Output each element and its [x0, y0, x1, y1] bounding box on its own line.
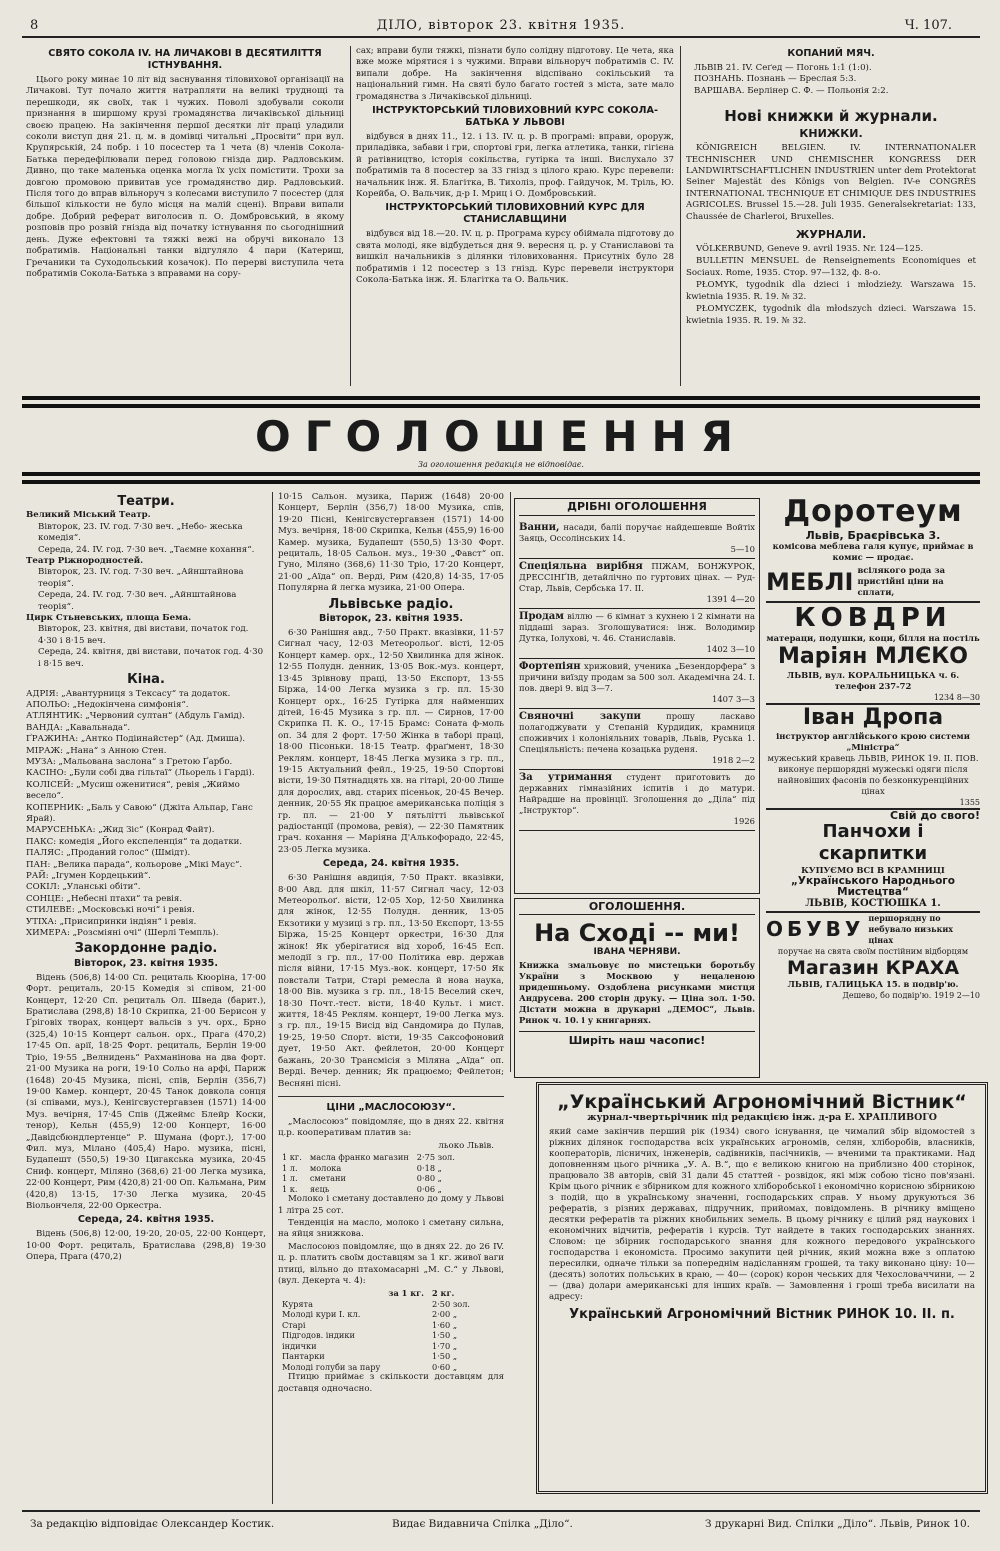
poultry-cell: Молоді голуби за пару [282, 1361, 381, 1372]
page-footer [22, 1510, 980, 1530]
ad-number: 1234 8—30 [933, 693, 980, 702]
poultry-cell: 0·60 „ [432, 1361, 458, 1372]
mlieko-address: ЛЬВІВ, вул. КОРАЛЬНИЦЬКА ч. 6. телефон 237-72 [786, 670, 960, 691]
prices-table [278, 1152, 459, 1194]
theatre-show: Середа, 24. квітня, дві вистави, початок год. 4·30 і 8·15 веч. [38, 647, 264, 669]
column-divider [272, 492, 273, 1504]
price-cell: 0·80 „ [416, 1173, 442, 1184]
football-result: ПОЗНАНЬ. Познань — Бреслая 5:3. [694, 74, 857, 85]
ad-number: Дешево, бо подвір'ю. 1919 2—10 [842, 991, 980, 1000]
poultry-cell: 1·60 „ [432, 1319, 458, 1330]
agro-subtitle: журнал-чвертьрічник під редакцією інж. д-ра Е. ХРАПЛИВОГО [587, 1112, 937, 1123]
cinema-listing: ПАКС: комедія „Його експеленція“ та додатки. [26, 836, 243, 847]
blankets-text: матераци, подушки, коци, білля на постіль [766, 633, 980, 643]
header-rule [22, 36, 980, 38]
small-ad [519, 559, 755, 609]
masthead-line [22, 18, 980, 33]
stockings-text: КУПУЄМО ВСІ В КРАМНИЦІ [801, 865, 945, 875]
banner-top-rules [22, 396, 980, 412]
price-row [278, 1163, 459, 1174]
sokol-body: Цього року минає 10 літ від заснування тіловихової організації на Личакові. Тут почало життя натрапляти на великі труднощі та перешкоди, як своїх, так і чужих. Поволі здобували соколи признання в ширшому крузі громадянства личаківської дільниці своєю працею. На закінчення першої десятки літ праці уладили соколи виступ дня 21. ц. м. в домівці читальні „Просвіти“ при вул. Крупярській, 24 побр. і 10 посестер та 1 чета (8) членів Сокола-Батька передефілювали перед головою гнізда дир. Радловським. Дивно, що таке маленька оценка могла їх усіх помістити. Трохи за довгою промовою привитав усе громадянство дир. Радловський. Після того до вправ вільноруч з колесами виступило 7 посестер (для більшої кількости не було місця на малій сцені). Вправи випали добре. Добрий реферат виголосив п. О. Домбровський, в якому розповів про розвій гнізда від початку істнування по сьогоднішний день. Дуже ефектовні та тяжкі вежі на обручі виконало 13 побратимів. Національні танки відгуляло 4 пари (Катериш, Гречаники та Суходольський козачок). По перерві виступила чета побратимів Сокола-Батька з вправами на сору- [26, 75, 344, 279]
prices-note: Птицю приймає з скількости доставцям для доставця одночасно. [278, 1372, 504, 1394]
price-cell: 0·18 „ [416, 1162, 442, 1173]
ad-number: 1355 [959, 798, 980, 807]
book-ad-author: ІВАНА ЧЕРНЯВИ. [593, 947, 681, 957]
dropa-title: інструктор англійського крою системи „Міністра“ [776, 731, 970, 752]
theatre-name: Великий Міський Театр. [26, 510, 151, 521]
price-cell: 1 л. [282, 1162, 298, 1173]
ads-banner-title: ОГОЛОШЕННЯ [255, 412, 747, 461]
foreign-radio-day: Вівторок, 23. квітня 1935. [73, 957, 219, 969]
poultry-cell: 1·50 „ [432, 1351, 458, 1362]
small-ad [519, 709, 755, 770]
furniture-word: МЕБЛІ [766, 567, 854, 596]
football-title: КОПАНИЙ МЯЧ. [787, 48, 875, 59]
small-ad-heading: Ванни, [519, 522, 560, 533]
theatre-show: Вівторок, 23. IV. год. 7·30 веч. „Небо- жеська комедія“. [38, 521, 243, 544]
small-ad-number: 1926 [733, 816, 755, 826]
agro-journal-ad [536, 1082, 988, 1494]
football-result: ЛЬВІВ 21. IV. Сеґед — Погонь 1:1 (1:0). [694, 63, 872, 73]
krach-address: ЛЬВІВ, ГАЛИЦЬКА 15. в подвір'ю. [787, 979, 959, 989]
shoes-text: першорядну по небувало низьких цінах [868, 913, 954, 945]
page-header [22, 14, 980, 38]
journal-entry: PŁOMYCZEK, tygodnik dla młodszych dzieci. Warszawa 15. kwietnia 1935. R. 19. № 32. [686, 304, 976, 326]
course1-title: ІНСТРУКТОРСЬКИЙ ТІЛОВИХОВНИЙ КУРС СОКОЛА-БАТЬКА У ЛЬВОВІ [372, 105, 658, 129]
theatres-title: Театри. [117, 494, 175, 509]
price-cell: яєць [309, 1183, 330, 1194]
theatre-show: Вівторок, 23. квітня, дві вистави, початок год. 4·30 і 8·15 веч. [38, 624, 249, 646]
own-to-own-slogan: Свій до свого! [766, 808, 980, 821]
theatre-show: Вівторок, 23. IV. год. 7·30 веч. „Айнштайнова теорія“. [38, 567, 244, 589]
foreign-radio-program: Відень (506,8) 14·00 Сп. рециталь Кюоріна, 17·00 Форт. рециталь, 20·15 Комедія зі співом, 21·00 Концерт, 12·20 Сп. рециталь Ол. Шведа (барит.), Братислава (298,8) 18·10 Скрипка, 21·00 Берисон у Ґріговіх творах, концерт вальсів з уч. орх., Брно (325,4) 10·15 Концерт сальон. орх., Прага (470,2) 17·45 Оп. арії, 18·25 Форт. рециталь, Берлін 19·00 Тріо, 19·55 „Велнидень“ Рахманінова на два форт. 21·00 Музика на роги, 19·10 Сольо на арфі, Париж (1648) 20·45 Музика, пісні, спів, Берлін (356,7) 19·00 Камер. концерт, 20·45 Танок довкола сонця (зі співами, муз.), Кенігсвустергавзен (1571) 14·00 Муз. вечірня, 17·45 Спів (Джеймс Блейр Коски, тенор), Кельн (455,9) 12·00 Концерт, 16·00 „Давідсбюндлертенце“ Р. Шумана (форт.), 17·00 Фил. муз, Мілано (405,4) Наро. музика, пісні, Будапешт (550,5) 19·30 Цигакська музика, 20·45 Сниф. концерт, Міляно (368,6) 21·00 Легка музика, 22·00 Концерт, Рим (420,8) 21·00 Оп. Кальмана, Рим (420,8) 13·15, 17·30 Легка музика, 20·45 Віольончеля, 22·00 Оркестра. [26, 972, 266, 1211]
lviv-radio-program: 6·30 Ранішня авд., 7·50 Практ. вказівки, 11·57 Сигнал часу, 12·03 Метеорольоґ. вісті, 12·05 Концерт камер. орх., 12·50 Хвилинка для жінок. 12·55 Полудн. денник, 13·05 Вок.-муз. концерт, 13·45 Зрівнову праці, 13·50 Експорт, 13·55 Біржа, 14·00 Легка музика з гр. пл. 15·30 Концерт орх., 16·25 Гутірка для найменших дітей, 16·45 Музика з гр. пл. — Сирнов, 17·00 Скрипка П. К. О., 17·15 Брамс: Соната ф-моль оп. 34 для 2 форт. 17·50 Жінка в таборі праці, 18·00 Пісоньки. 18·15 Театр. фраґмент, 18·30 Реклям. концерт, 18·45 Легка музика з гр. пл., 19·15 Актуальний фейл., 19·25, 19·50 Спортові вісти, 19·30 Пятнадцять хв. на гітарі, 20·00 Лише для дорослих, авд. старих пісеньок, 20·45 Вечер. денник, 20·55 Як працює американська поліція з гр. пл. — 21·00 У пятьлітті львівської радіостанції (промова, ревія), — 22·30 Памятник грач. кохання — Маріяна Д'Алькофорадо, 22·45, 23·05 Легка музика. [278, 628, 504, 855]
prices-note: Тенденція на масло, молоко і сметану сильна, на яйця знижкова. [278, 1217, 504, 1240]
poultry-cell: Підгодов. індики [282, 1330, 355, 1341]
stockings-address: ЛЬВІВ, КОСТЮШКА 1. [805, 898, 941, 909]
poultry-cell [384, 1309, 428, 1320]
section-ads-title: ОГОЛОШЕННЯ. [519, 901, 755, 915]
sokol-article [26, 46, 344, 386]
cinema-listing: АДРІЯ: „Авантурниця з Тексасу“ та додаток. [26, 688, 231, 699]
ads-banner-subtitle: За оголошення редакція не відповідає. [418, 460, 584, 469]
prices-note: Молоко і сметану доставлено до дому у Львові 1 літра 25 сот. [278, 1194, 504, 1216]
poultry-row [278, 1309, 474, 1320]
dorotheum-text: комісова меблева галя купує, приймає в комис — продає. [772, 541, 974, 562]
small-ad-text: віллю — 6 кімнат з кухнею і 2 кімнати на піддаші зараз. Зголошуватися: інж. Володимир Дутка, Іолухові, ч. 46. Станиславів. [519, 611, 755, 643]
course2-body: відбувся від 18.—20. IV. ц. р. Програма курсу обіймала підготову до свята молоді, яке відбудеться дня 9. вересня ц. р. у Станиславові та вишкіл начальників з ділянки тіловиховання. Присутніх було 28 побратимів і 12 посестер з 13 гнізд. Курс перевели інструктори Сокола-Батька інж. Я. Благітка та О. Вальчик. [356, 229, 674, 286]
small-ad-heading: Фортепіян [519, 661, 581, 672]
cinema-listing: МАРУСЕНЬКА: „Жид Зіс“ (Конрад Файт). [26, 825, 215, 836]
book-ad-title: На Сході -- ми! [534, 919, 740, 947]
poultry-cell: 2·00 „ [432, 1309, 458, 1320]
radio-column [278, 492, 504, 1504]
poultry-cell [384, 1299, 428, 1310]
footer-rule [22, 1510, 980, 1512]
display-ads-column [766, 494, 980, 1078]
sokol-title: СВЯТО СОКОЛА IV. НА ЛИЧАКОВІ В ДЕСЯТИЛІТТЯ ІСТНУВАННЯ. [48, 48, 322, 71]
small-ad-number: 1402 3—10 [706, 644, 755, 654]
football-result: ВАРШАВА. Берлінер С. Ф. — Польонія 2:2. [694, 85, 889, 96]
dropa-name: Іван Дропа [766, 703, 980, 731]
cinema-listing: СТИЛЕВЕ: „Московські ночі“ і ревія. [26, 905, 195, 916]
stockings-title: Панчохи і скарпитки [818, 821, 928, 864]
theatre-show: Середа, 24. IV. год. 7·30 веч. „Таємне кохання“. [38, 544, 255, 555]
journal-entry: BULLETIN MENSUEL de Renseignements Economiques et Sociaux. Rome, 1935. Стор. 97—132, ф. 8-о. [686, 256, 976, 278]
football-books-column [686, 46, 976, 386]
poultry-header-cell [278, 1288, 384, 1299]
price-cell: сметани [309, 1173, 346, 1184]
poultry-cell [384, 1320, 428, 1331]
poultry-header-cell: 2 кг. [432, 1288, 455, 1299]
poultry-cell [384, 1341, 428, 1352]
poultry-row [278, 1330, 474, 1341]
small-ads-box [514, 498, 760, 894]
prices-column-label: льокo Львів. [438, 1140, 494, 1151]
small-ad [519, 659, 755, 709]
small-ad-number: 1407 3—3 [711, 694, 755, 704]
small-ad-heading: Спеціяльна вирібня [519, 561, 643, 572]
journal-entry: VÖLKERBUND, Geneve 9. avril 1935. Nr. 124—125. [696, 244, 924, 255]
books-title: Нові книжки й журнали. [724, 107, 938, 126]
stockings-store: „Українського Народнього Мистецтва“ [790, 875, 956, 898]
cinema-listing: КОПЕРНИК: „Баль у Савою“ (Джіта Альпар, Ганс Ярай). [26, 802, 253, 824]
small-ads-list [519, 520, 755, 831]
banner-bottom-rules [22, 472, 980, 488]
poultry-row [278, 1351, 474, 1362]
foreign-radio-continued: 10·15 Сальон. музика, Париж (1648) 20·00 Концерт, Берлін (356,7) 18·00 Музика, спів, 19·20 Пісні, Кенігсвустергавзен (1571) 14·00 Муз. вечірня, 18·00 Скрипка, Кельн (455,9) 16·00 Камер. музика, Будапешт (550,5) 13·30 Форт. рециталь, 18·05 Сальон. муз., 19·30 „Фавст“ оп. Гуно, Міляно (368,6) 11·30 Тріо, 17·20 Концерт, 21·00 „Аїда“ оп. Верді, Рим (420,8) 14·35, 17·05 Популярна й легка музика, 21·00 Опера. [278, 492, 504, 594]
course1-body: відбувся в днях 11., 12. і 13. IV. ц. р. В програмі: вправи, ороруж, приладівка, забави і гри, спортові гри, легка атлетика, танки, гігієна й ратівництво, історія сокільства, гутірка та інші. Вислухало 37 побратимів та 8 посестер за 33 гнізд з цілого краю. Курс перевели: начальник інж. Я. Благітка, В. Тихоліз, проф. Гайдучок, М. Тріль, Ю. Корейба, О. Вальчик, д-р І. Мриц і О. Домбровський. [356, 132, 674, 200]
prices-note: Маслосоюз повідомляє, що в днях 22. до 26 IV. ц. р. платить своїм доставцям за 1 кг. живої ваги птиці, вільно до птахомасарні „М. С.“ у Львові, (вул. Декерта ч. 4): [278, 1241, 504, 1286]
courses-intro: сах; вправи були тяжкі, пізнати було солідну підготову. Це чета, яка вже може мірятися і з чужими. Вправи вільноруч побратимів С. IV. випали добре. На закінчення відспівано сокільський та національний гимн. На святі було багато гостей з міста, зате мало громадянства з Личаківської дільниці. [356, 46, 674, 102]
publisher-note: Видає Видавнича Спілка „Діло“. [392, 1518, 573, 1530]
poultry-row [278, 1341, 474, 1352]
cinema-listing: МУЗА: „Мальована заслона“ з Гретою Ґарбо. [26, 756, 233, 767]
foreign-radio-program: Відень (506,8) 12·00, 19·20, 20·05, 22·00 Концерт, 10·00 Форт. рециталь, Братислава (298,8) 19·30 Опера, Прага (470,2) [26, 1229, 266, 1263]
paper-name: ДІЛО, [376, 18, 424, 33]
theatre-name: Театр Ріжнородностей. [26, 556, 144, 567]
cinema-listing: АПОЛЬО: „Недокінчена симфонія“. [26, 699, 189, 710]
agro-body: який саме закінчив перший рік (1934) свого існування, це чималий збір відомостей з ріжних ділянок господарства всіх українських агрономів, селян, хліборобів, власників, кооператорів, лісничих, інженерів, садівників, пасічників, — вченими та практиками. Над доповненням цього річника „У. А. В.“, що є великою книгою на приблизно 400 сторінок, працювало 38 авторів, свій 31 дали 45 статтей - розвідок, які між собою тісно пов'язані. Крім цього річник є збірником для кожного хліборобської і економічно корисною збірникою з подій, що в українському значенні, господарських справ. У ньому друкуються 36 рефератів, з різних державах, підручник, прийомах, повідомлень. В річнику вміщено десятки рефератів та ріжних кнобильних земель. В цьому річнику є цілий ряд наукових і економічних відчитів, рефератів і курсів. Тут найдете в таких господарських знаннях. Словом: це збірник господарського знання для кожного передового українського господарства і економіста. Просимо закупити цей річник, який можна вже з оплатою пересилки, одначе тільки за попереднім надісланням грошей, та таку виконано ціну: 10— (десять) золотих польських в краю, — 40— (сорок) корон чеських для Чехословаччини, — 2— (два) долари американські для інших країв. — Замовлення і гроші треба висилати на адресу: [549, 1127, 975, 1302]
cinema-listing: СОКІЛ: „Уланські обіти“. [26, 882, 141, 893]
small-ad-text: прошу ласкаво полагоджувати у Степаній Курдидик, крамниця споживчих і колоніяльних товарів, Львів, Руська 1. Спеціяльність: печена козацька руденя. [519, 711, 755, 754]
prices-section [278, 1096, 504, 1395]
price-cell: 0·06 „ [416, 1183, 442, 1194]
entertainment-column [26, 492, 266, 1504]
journals-title: ЖУРНАЛИ. [795, 228, 867, 242]
poultry-cell [384, 1351, 428, 1362]
price-cell: 2·75 зол. [416, 1152, 455, 1163]
dorotheum-address: Львів, Браєрівська 3. [805, 529, 941, 542]
small-ads-title: ДРІБНІ ОГОЛОШЕННЯ [519, 501, 755, 516]
small-ad-text: студент приготовить до державних гімназійних іспитів і до матури. Найрадше на провінції. Зголошення до „Діла“ під „Інструктор“. [519, 772, 755, 815]
poultry-cell: Старі [282, 1319, 306, 1330]
cinema-listing: ВАНДА: „Кавальнада“. [26, 722, 131, 733]
price-row [278, 1173, 459, 1184]
agro-footer: Український Агрономічний Вістник РИНОК 10. II. п. [569, 1307, 955, 1322]
small-ad-number: 1391 4—20 [706, 594, 755, 604]
cinema-listing: ПАЛЯС: „Проданий голос“ (Шмідт). [26, 848, 191, 859]
mlieko-name: Маріян МЛЄКО [777, 644, 968, 669]
small-ad-heading: За утримання [519, 772, 613, 783]
small-ad-number: 1918 2—2 [711, 755, 755, 765]
journal-entry: PŁOMYK, tygodnik dla dzieci i młodzieży. Warszawa 15. kwietnia 1935. R. 19. № 32. [686, 280, 976, 302]
price-cell: масла франко магазин [309, 1152, 409, 1163]
small-ad [519, 770, 755, 831]
issue-date: вівторок 23. квітня 1935. [428, 18, 626, 33]
small-ad-heading: Свяночні закупи [519, 711, 641, 722]
poultry-cell [384, 1330, 428, 1341]
cinemas-list [26, 689, 266, 940]
poultry-header-row [278, 1288, 474, 1299]
price-row [278, 1184, 459, 1195]
poultry-table [278, 1288, 474, 1372]
shoes-word: ОБУВУ [766, 917, 865, 941]
foreign-radio-title: Закордонне радіо. [74, 941, 218, 957]
course2-title: ІНСТРУКТОРСЬКИЙ ТІЛОВИХОВНИЙ КУРС ДЛЯ СТАНИСЛАВЩИНИ [385, 202, 645, 226]
column-divider [350, 46, 351, 386]
price-cell: 1 кг. [282, 1152, 302, 1163]
cinema-listing: ҐРАЖИНА: „Антко Подіинайстер“ (Ад. Дмиша). [26, 734, 246, 745]
theatres-list [26, 510, 266, 670]
krach-store-name: Магазин КРАХА [786, 957, 960, 979]
cinema-listing: ХИМЕРА: „Розсміяні очі“ (Шерлі Темпль). [26, 928, 219, 939]
lviv-radio-title: Львівське радіо. [328, 596, 454, 612]
dorotheum-name: Доротеум [783, 494, 963, 529]
cinemas-title: Кіна. [127, 672, 165, 688]
small-ad-text: хрижовий, ученика „Безендорфера“ з причини виїзду продам за 500 зол. Академічна 24. І. пов. двері 9. від 3—7. [519, 661, 755, 693]
editor-note: За редакцію відповідає Олександер Костик. [30, 1518, 275, 1530]
cinema-listing: МІРАЖ: „Нана“ з Анною Стен. [26, 745, 167, 756]
cinema-listing: СОНЦЕ: „Небесні птахи“ та ревія. [26, 893, 183, 904]
shoes-subtext: поручає на свята своїм постійним відборцям [777, 947, 969, 956]
price-cell: молока [309, 1162, 342, 1173]
printer-note: З друкарні Вид. Спілки „Діло“. Львів, Ринок 10. [705, 1518, 970, 1530]
cinema-listing: КОЛІСЕЙ: „Мусиш оженитися“, ревія „Жиймо весело“. [26, 779, 240, 802]
poultry-cell: 1·50 „ [432, 1330, 458, 1341]
column-divider [680, 46, 681, 386]
poultry-cell [384, 1362, 428, 1373]
column-divider [510, 492, 511, 1072]
small-ad-heading: Продам [519, 611, 564, 622]
lviv-radio-program: 6·30 Ранішня авдиція, 7·50 Практ. вказівки, 8·00 Авд. для шкіл, 11·57 Сигнал часу, 12·03 Метеорольоґ. вісти, 12·05 Хор, 12·50 Хвилинка для жінок, 12·55 Полудн. денник, 13·05 Екзотики у музиці з гр. пл., 13·50 Експорт, 13·55 Біржа, 15·25 Концерт оркестри, 16·30 Для жінок! Як уберігатися від хороб, 16·45 Есп. мелодії з гр. пл., 17·00 Політика евр. держав після війни, 17·15 Муз.-вок. концерт, 17·50 Як повстали Татри, Старі ремесла й нова наука, 18·00 Вів. музика з гр. пл., 18·15 Веселий скеч, 18·30 Почт.-тест. вісти, 18·40 Культ. і мист. життя, 18·45 Реклям. концерт, 19·00 Легка муз. з гр. пл., 19·15 Висід від Сандомира до Пулав, 19·25, 19·50 Спорт. вісти, 19·35 Саксофоновий дует, 19·50 Акт. фейлетон, 20·00 Концерт бажань, 20·30 Трансмісія з Міляна „Аїда“ оп. Верді. Вечер. денник; Як працюємо; Фейлетон; Весняні пісні. [278, 873, 504, 1089]
book-ad-body: Книжка змальовує по мистецьки боротьбу України з Москвою у нецаленою придешньому. Оздоблена рисунками мистця Андрусева. 200 сторін друку. — Ціна зол. 1·50. Дістати можна в друкарні „ДЕМОС“, Львів. Ринок ч. 10. і у книгарнях. [519, 960, 755, 1025]
prices-title: ЦІНИ „МАСЛОСОЮЗУ“. [326, 1101, 456, 1113]
furniture-ad [766, 565, 980, 598]
poultry-cell: Молоді кури І. кл. [282, 1309, 361, 1320]
shoes-ad [766, 911, 980, 946]
book-ad-box [514, 898, 760, 1078]
furniture-text: всілякого рода за пристійні ціни на сплати, [857, 565, 946, 597]
foreign-radio-day: Середа, 24. квітня 1935. [77, 1214, 215, 1226]
blankets-word: КОВДРИ [766, 601, 980, 633]
poultry-cell: 2·50 зол. [432, 1298, 471, 1309]
page-number: 8 [30, 18, 39, 33]
newspaper-page [22, 14, 980, 1539]
price-row [278, 1152, 459, 1163]
cinema-listing: УТІХА: „Присипринки індіян“ і ревія. [26, 916, 197, 927]
dropa-text: мужеський кравець ЛЬВІВ, РИНОК 19. II. ПОВ. виконує першорядні мужеські одяги після найновіших фасонів по безконкуренційних цінах [767, 753, 979, 796]
poultry-cell: Курята [282, 1298, 313, 1309]
lviv-radio-day: Вівторок, 23. квітня 1935. [318, 613, 464, 625]
books-subtitle: КНИЖКИ. [799, 127, 863, 141]
poultry-row [278, 1299, 474, 1310]
price-cell: 1 л. [282, 1173, 298, 1184]
small-ad-text: ПІЖАМ, БОНЖУРОК, ДРЕССІНҐІВ, детайлічно по гуртових цінах. — Руд-Стар, Львів, Сербська 17. ІІ. [519, 561, 756, 593]
prices-intro: „Маслосоюз“ повідомляє, що в днях 22. квітня ц.р. кооперативам платив за: [278, 1116, 504, 1139]
poultry-row [278, 1362, 474, 1373]
poultry-row [278, 1320, 474, 1331]
agro-title: „Український Агрономічний Вістник“ [557, 1091, 967, 1113]
cinema-listing: РАЙ: „Ігумен Кордецький“. [26, 871, 151, 881]
small-ad [519, 609, 755, 659]
small-ad [519, 520, 755, 559]
poultry-cell: 1·70 „ [432, 1340, 458, 1351]
cinema-listing: ПАН: „Велика парада“, кольорове „Мікі Маус“. [26, 859, 243, 870]
issue-number: Ч. 107. [904, 18, 952, 33]
lviv-radio-day: Середа, 24. квітня 1935. [322, 858, 460, 870]
books-body: KÖNIGREICH BELGIEN. IV. INTERNATIONALER TECHNISCHER UND CHEMISCHER KONGRESS DER LANDWIRTSCHAFTLICHEN INDUSTRIEN unter dem Protektorat Seiner Majestät des Königs von Belgien. IV-e CONGRÈS INTERNATIONAL TECHNIQUE ET CHIMIQUE DES INDUSTRIES AGRICOLES. Brussel 15.—28. Juli 1935. Generalsekretariat: 133, Chaussée de Charleroi, Bruxelles. [686, 143, 976, 222]
theatre-name: Цирк Стьневських, площа Бема. [26, 613, 192, 624]
poultry-header-cell: за 1 кг. [388, 1288, 424, 1299]
cinema-listing: АТЛЯНТИК: „Червоний султан“ (Абдуль Гамід). [26, 711, 245, 722]
theatre-show: Середа, 24. IV. год. 7·30 веч. „Айнштайнова теорія“. [38, 590, 237, 612]
poultry-cell: індички [282, 1340, 317, 1351]
price-cell: 1 к. [282, 1183, 298, 1194]
cinema-listing: КАСІНО: „Були собі два гільтаї“ (Льорель і Гарді). [26, 768, 255, 779]
courses-article [356, 46, 674, 386]
spread-newspaper-slogan: Ширіть наш часопис! [519, 1031, 755, 1046]
poultry-cell: Пантарки [282, 1351, 325, 1362]
small-ad-number: 5—10 [730, 544, 755, 554]
small-ad-text: насади, баліі поручає найдешевше Войтіх Заяць, Оссолінських 14. [519, 522, 755, 543]
